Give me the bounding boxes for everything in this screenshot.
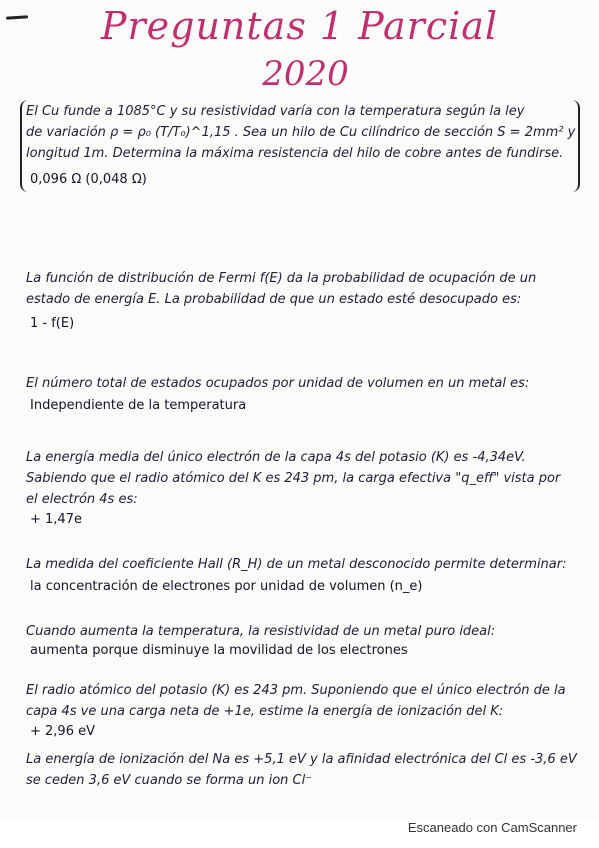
- question-4: [26, 447, 582, 510]
- question-2: [26, 268, 582, 310]
- question-line: El radio atómico del potasio (K) es 243 pm. Suponiendo que el único electrón de la: [26, 683, 566, 698]
- question-line: estado de energía E. La probabilidad de que un estado esté desocupado es:: [26, 292, 522, 307]
- page-title: Preguntas 1 Parcial: [100, 4, 499, 48]
- page-subtitle-year: 2020: [262, 54, 349, 94]
- question-line: La energía de ionización del Na es +5,1 eV y la afinidad electrónica del Cl es -3,6 eV: [26, 752, 577, 767]
- answer-6: aumenta porque disminuye la movilidad de los electrones: [30, 643, 408, 658]
- question-5: [26, 554, 582, 575]
- question-line: longitud 1m. Determina la máxima resistencia del hilo de cobre antes de fundirse.: [26, 146, 564, 161]
- answer-1: 0,096 Ω (0,048 Ω): [30, 172, 147, 187]
- question-1: [26, 101, 582, 164]
- answer-3: Independiente de la temperatura: [30, 398, 247, 413]
- question-line: Sabiendo que el radio atómico del K es 243 pm, la carga efectiva "q_eff" vista por: [26, 471, 561, 486]
- question-line: capa 4s ve una carga neta de +1e, estime la energía de ionización del K:: [26, 704, 504, 719]
- question-line: La función de distribución de Fermi f(E) da la probabilidad de ocupación de un: [26, 271, 537, 286]
- question-8: [26, 749, 582, 791]
- question-line: el electrón 4s es:: [26, 492, 138, 507]
- scanner-watermark: Escaneado con CamScanner: [407, 820, 577, 835]
- question-line: La energía media del único electrón de la capa 4s del potasio (K) es -4,34eV.: [26, 450, 526, 465]
- question-line: La medida del coeficiente Hall (R_H) de un metal desconocido permite determinar:: [26, 557, 567, 572]
- question-line: se ceden 3,6 eV cuando se forma un ion Cl⁻: [26, 773, 313, 788]
- answer-4: + 1,47e: [30, 512, 82, 527]
- answer-2: 1 - f(E): [30, 316, 75, 331]
- question-line: El número total de estados ocupados por unidad de volumen en un metal es:: [26, 376, 530, 391]
- answer-5: la concentración de electrones por unidad de volumen (n_e): [30, 579, 423, 594]
- question-6: [26, 621, 582, 642]
- answer-7: + 2,96 eV: [30, 724, 95, 739]
- question-line: de variación ρ = ρ₀ (T/T₀)^1,15 . Sea un hilo de Cu cilíndrico de sección S = 2mm² y: [26, 125, 576, 140]
- question-line: Cuando aumenta la temperatura, la resistividad de un metal puro ideal:: [26, 624, 496, 639]
- question-7: [26, 680, 582, 722]
- question-line: El Cu funde a 1085°C y su resistividad varía con la temperatura según la ley: [26, 104, 525, 119]
- question-3: [26, 373, 582, 394]
